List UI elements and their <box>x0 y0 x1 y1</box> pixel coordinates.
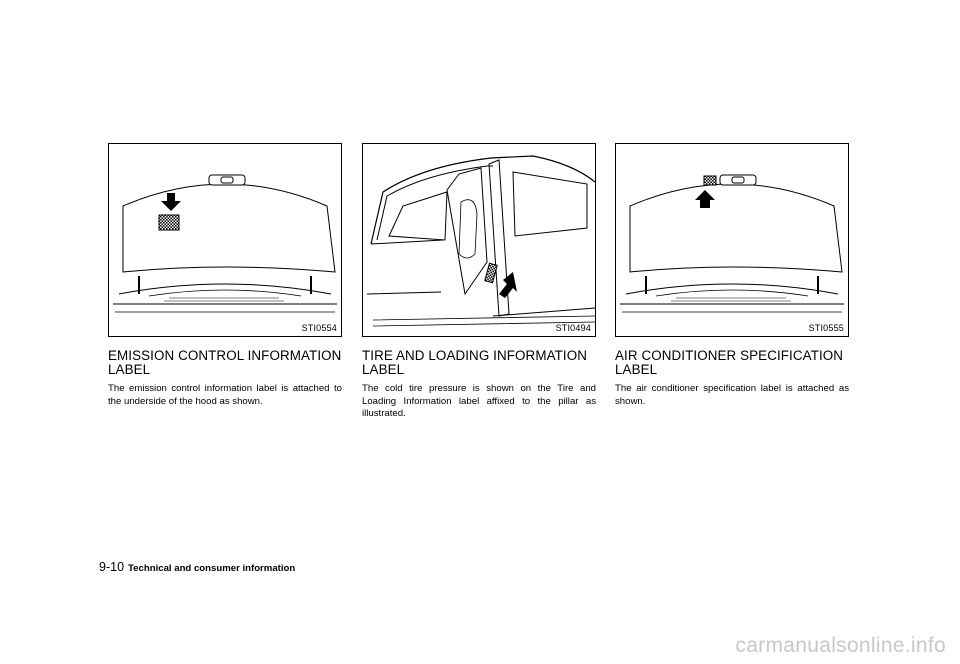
section-body: The emission control information label is attached to the underside of the hood as shown. <box>108 383 342 407</box>
emission-label-icon <box>159 215 179 230</box>
tire-label-icon <box>485 263 497 282</box>
page-number: 9-10 <box>99 560 125 574</box>
page-footer <box>99 559 295 574</box>
door-pillar-illustration <box>363 144 595 336</box>
section-body: The air conditioner specification label is attached as shown. <box>615 383 849 407</box>
arrow-pointer-icon <box>499 272 517 298</box>
ac-label-icon <box>704 176 716 185</box>
hood-illustration <box>109 144 341 336</box>
section-air-conditioner <box>615 143 849 408</box>
hood-illustration <box>616 144 848 336</box>
figure-tire-label <box>362 143 596 337</box>
figure-id: STI0554 <box>301 323 337 333</box>
figure-emission-label <box>108 143 342 337</box>
figure-id: STI0555 <box>808 323 844 333</box>
section-heading: AIR CONDITIONER SPECIFICATION LABEL <box>615 348 844 377</box>
section-heading: EMISSION CONTROL INFORMATION LABEL <box>108 348 342 377</box>
section-title: Technical and consumer information <box>128 563 296 574</box>
section-emission-control <box>108 143 342 408</box>
watermark: carmanualsonline.info <box>735 634 946 657</box>
figure-id: STI0494 <box>555 323 591 333</box>
section-tire-loading <box>362 143 596 421</box>
section-heading: TIRE AND LOADING INFORMATION LABEL <box>362 348 587 377</box>
figure-ac-label <box>615 143 849 337</box>
section-body: The cold tire pressure is shown on the Tire and Loading Information label affixed to the pillar as illustrated. <box>362 383 596 420</box>
